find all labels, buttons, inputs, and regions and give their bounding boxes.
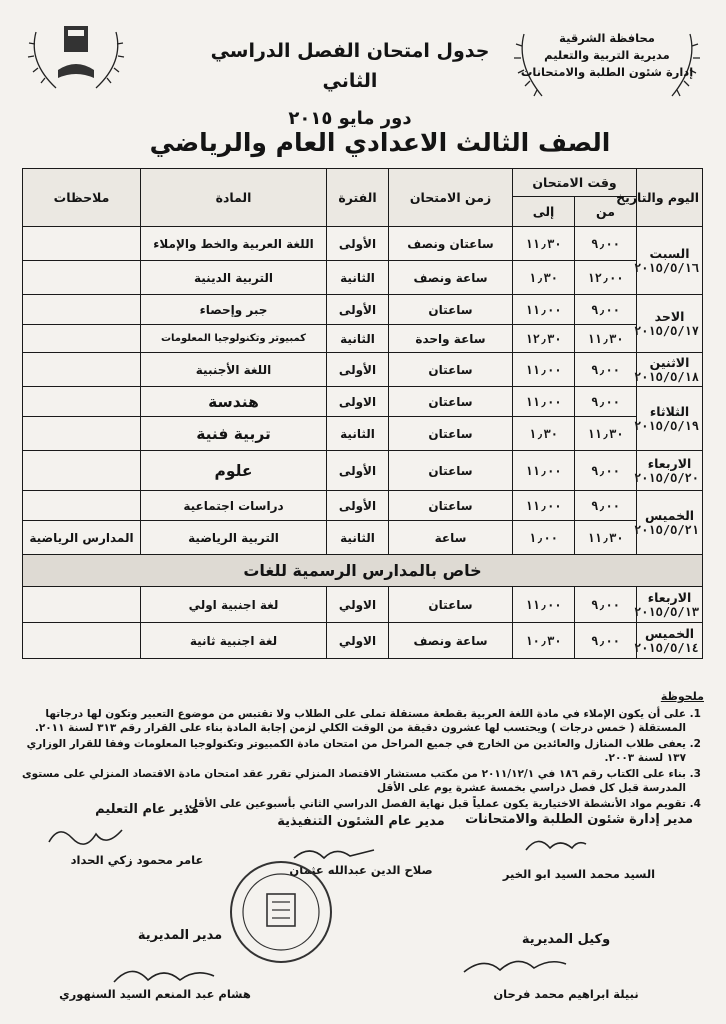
subject: تربية فنية	[141, 417, 327, 451]
duration: ساعتان ونصف	[389, 227, 513, 261]
official-stamp-icon	[222, 858, 340, 966]
time-from: ٩٫٠٠	[575, 623, 637, 659]
table-row	[23, 623, 703, 659]
table-row	[23, 587, 703, 623]
period: الاولى	[327, 387, 389, 417]
document-title: جدول امتحان الفصل الدراسي الثاني	[210, 40, 490, 92]
time-to: ١٫٣٠	[513, 261, 575, 295]
subject: علوم	[141, 451, 327, 491]
period: الأولى	[327, 491, 389, 521]
day-cell	[633, 295, 703, 353]
directorate-name: مديرية التربية والتعليم	[544, 48, 670, 62]
period: الثانية	[327, 261, 389, 295]
governorate-name: محافظة الشرقية	[559, 31, 655, 45]
note-item: 4. تقويم مواد الأنشطة الاختيارية يكون عملياً قبل نهاية الفصل الدراسي الثاني بأسبوعين على الأقل.	[22, 797, 686, 812]
day-date: ٢٠١٥/٥/١٨	[633, 370, 700, 384]
time-from: ٩٫٠٠	[575, 451, 637, 491]
period: الأولى	[327, 295, 389, 325]
day-date: ٢٠١٥/٥/١٣	[633, 605, 700, 619]
table-row	[23, 325, 703, 353]
time-from: ١٢٫٠٠	[575, 261, 637, 295]
note	[23, 295, 141, 325]
duration: ساعتان	[389, 491, 513, 521]
header-day-date: اليوم والتاريخ	[637, 169, 703, 227]
time-to: ١١٫٠٠	[513, 387, 575, 417]
table-row	[23, 261, 703, 295]
time-to: ١١٫٠٠	[513, 451, 575, 491]
time-from: ٩٫٠٠	[575, 587, 637, 623]
duration: ساعتان	[389, 353, 513, 387]
period: الأولى	[327, 353, 389, 387]
header-to: إلى	[513, 197, 575, 227]
handwritten-signature-icon	[520, 830, 590, 858]
subject: هندسة	[141, 387, 327, 417]
day-date: ٢٠١٥/٥/١٩	[633, 419, 700, 433]
header-subject: المادة	[141, 169, 327, 227]
period: الاولي	[327, 587, 389, 623]
subject: اللغة الأجنبية	[141, 353, 327, 387]
signer-name: هشام عبد المنعم السيد السنهوري	[59, 987, 251, 1001]
duration: ساعة ونصف	[389, 623, 513, 659]
time-to: ١٢٫٣٠	[513, 325, 575, 353]
duration: ساعتان	[389, 387, 513, 417]
ministry-emblem-icon	[26, 18, 126, 98]
table-row	[23, 491, 703, 521]
day-cell	[633, 491, 703, 555]
subject: لغة اجنبية ثانية	[141, 623, 327, 659]
day-name: الاربعاء	[647, 456, 692, 471]
handwritten-signature-icon	[44, 822, 134, 852]
day-cell	[633, 451, 703, 491]
time-to: ١١٫٣٠	[513, 227, 575, 261]
period: الثانية	[327, 521, 389, 555]
time-from: ٩٫٠٠	[575, 491, 637, 521]
note	[23, 587, 141, 623]
signer-name: صلاح الدين عبدالله عثمان	[289, 863, 433, 877]
duration: ساعتان	[389, 451, 513, 491]
section-title: خاص بالمدارس الرسمية للغات	[23, 555, 703, 587]
signer-name: نبيلة ابراهيم محمد فرحان	[493, 987, 639, 1001]
time-to: ١٠٫٣٠	[513, 623, 575, 659]
language-schools-section	[23, 555, 703, 587]
day-date: ٢٠١٥/٥/٢٠	[633, 471, 700, 485]
time-from: ٩٫٠٠	[575, 387, 637, 417]
duration: ساعتان	[389, 587, 513, 623]
note	[23, 491, 141, 521]
day-cell	[633, 387, 703, 451]
day-cell	[633, 623, 703, 659]
exam-schedule-table	[22, 168, 703, 659]
day-cell	[633, 227, 703, 295]
note	[23, 227, 141, 261]
time-to: ١٫٣٠	[513, 417, 575, 451]
header-period: الفترة	[327, 169, 389, 227]
period: الثانية	[327, 417, 389, 451]
duration: ساعة واحدة	[389, 325, 513, 353]
day-date: ٢٠١٥/٥/٢١	[633, 523, 700, 537]
time-to: ١١٫٠٠	[513, 295, 575, 325]
period: الاولي	[327, 623, 389, 659]
time-from: ٩٫٠٠	[575, 353, 637, 387]
day-name: الخميس	[644, 508, 695, 523]
signer-role: وكيل المديرية	[521, 932, 611, 947]
subject: دراسات اجتماعية	[141, 491, 327, 521]
day-name: الاثنين	[649, 355, 690, 370]
note	[23, 353, 141, 387]
duration: ساعتان	[389, 417, 513, 451]
header-from: من	[575, 197, 637, 227]
day-name: الاربعاء	[647, 590, 692, 605]
day-name: الخميس	[644, 626, 695, 641]
note	[23, 325, 141, 353]
day-name: الثلاثاء	[649, 404, 690, 419]
notes-label: ملحوظة	[660, 690, 704, 703]
header-notes: ملاحظات	[23, 169, 141, 227]
grade-title: الصف الثالث الاعدادي العام والرياضي	[149, 128, 611, 157]
table-row	[23, 353, 703, 387]
time-to: ١١٫٠٠	[513, 353, 575, 387]
table-row	[23, 451, 703, 491]
table-row	[23, 295, 703, 325]
time-from: ٩٫٠٠	[575, 295, 637, 325]
time-from: ١١٫٣٠	[575, 417, 637, 451]
handwritten-signature-icon	[110, 958, 220, 992]
note-item: 3. بناء على الكتاب رقم ١٨٦ في ٢٠١١/١٢/١ من مكتب مستشار الاقتصاد المنزلي تقرر عقد امتحان مادة الاقتصاد المنزلي على مستوى المدرسة قبل كل فصل دراسي بخمسة عشرة يوم على الأقل	[22, 767, 686, 796]
subject: اللغة العربية والخط والإملاء	[141, 227, 327, 261]
signer-role: مدير المديرية	[137, 928, 223, 943]
period: الأولى	[327, 451, 389, 491]
period: الثانية	[327, 325, 389, 353]
subject: التربية الدينية	[141, 261, 327, 295]
note	[23, 623, 141, 659]
note	[23, 261, 141, 295]
note	[23, 451, 141, 491]
organization-header	[512, 30, 702, 81]
subject: جبر وإحصاء	[141, 295, 327, 325]
document-header	[180, 36, 520, 136]
signer-name: عامر محمود زكي الحداد	[70, 853, 204, 867]
table-row	[23, 521, 703, 555]
day-date: ٢٠١٥/٥/١٤	[633, 641, 700, 655]
header-exam-time: وقت الامتحان	[513, 169, 637, 197]
notes-section	[22, 690, 704, 812]
signer-name: السيد محمد السيد ابو الخير	[502, 867, 656, 881]
time-to: ١١٫٠٠	[513, 587, 575, 623]
note: المدارس الرياضية	[23, 521, 141, 555]
subject: كمبيوتر وتكنولوجيا المعلومات	[141, 325, 327, 353]
day-date: ٢٠١٥/٥/١٦	[633, 261, 700, 275]
header-duration: زمن الامتحان	[389, 169, 513, 227]
note-item: 2. يعفى طلاب المنازل والعائدين من الخارج في جميع المراحل من امتحان مادة الكمبيوتر وتكنولوجيا المعلومات وفقا للقرار الوزاري ١٣٧ لسنة ٢٠٠٣.	[22, 737, 686, 766]
duration: ساعتان	[389, 295, 513, 325]
subject: لغة اجنبية اولي	[141, 587, 327, 623]
day-name: الاحد	[654, 309, 685, 324]
time-from: ١١٫٣٠	[575, 521, 637, 555]
note	[23, 387, 141, 417]
signer-role: مدير عام الشئون التنفيذية	[277, 814, 445, 829]
table-row	[23, 227, 703, 261]
handwritten-signature-icon	[460, 950, 570, 980]
note	[23, 417, 141, 451]
time-to: ١٫٠٠	[513, 521, 575, 555]
period: الأولى	[327, 227, 389, 261]
note-item: 1. على أن يكون الإملاء في مادة اللغة العربية بقطعة مستقلة تملى على الطلاب ولا تقتبس من موضوع التعبير وتكون لها درجاتها المستقلة ( خمس درجات ) ويحتسب لها عشرون دقيقة من الوقت الكلي لزمن إجابة المادة بناء على القرار رقم ٣١٣ لسنة ٢٠١١.	[22, 707, 686, 736]
day-cell	[633, 353, 703, 387]
exam-session: دور مايو ٢٠١٥	[288, 108, 412, 129]
duration: ساعة	[389, 521, 513, 555]
department-name: إدارة شئون الطلبة والامتحانات	[520, 65, 694, 79]
duration: ساعة ونصف	[389, 261, 513, 295]
signer-role: مدير عام التعليم	[95, 802, 199, 817]
day-cell	[633, 587, 703, 623]
subject: التربية الرياضية	[141, 521, 327, 555]
table-row	[23, 417, 703, 451]
table-row	[23, 387, 703, 417]
signer-role: مدير إدارة شئون الطلبة والامتحانات	[465, 812, 693, 827]
time-from: ١١٫٣٠	[575, 325, 637, 353]
time-to: ١١٫٠٠	[513, 491, 575, 521]
day-name: السبت	[649, 246, 690, 261]
day-date: ٢٠١٥/٥/١٧	[633, 324, 700, 338]
time-from: ٩٫٠٠	[575, 227, 637, 261]
